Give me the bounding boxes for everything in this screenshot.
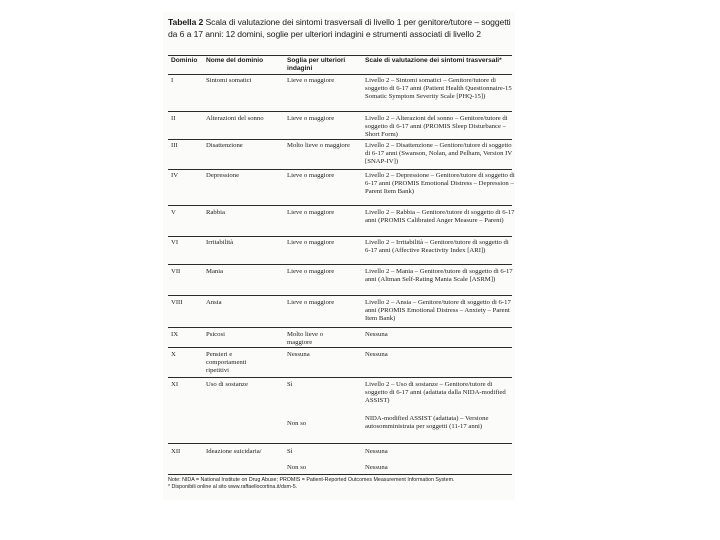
domain-name: Depressione [206, 172, 240, 179]
level2-scale: Livello 2 – Uso di sostanze – Genitore/tutore di soggetto di 6-17 anni (adattata dalla NIDA-modified ASSIST) [365, 381, 506, 405]
row-rule [168, 169, 512, 170]
row-rule [168, 236, 512, 237]
threshold: Lieve o maggiore [287, 239, 335, 246]
row-rule [168, 111, 512, 112]
header-dominio: Dominio [171, 57, 198, 64]
table-title: Scala di valutazione dei sintomi trasversali di livello 1 per genitore/tutore – soggetti da 6 a 17 anni: 12 domini, soglie per ulteriori indagini e strumenti associati di livello 2 [168, 17, 511, 39]
table-label: Tabella 2 [168, 17, 204, 27]
threshold: Nessuna [287, 351, 310, 358]
row-rule [168, 377, 512, 378]
row-rule [168, 347, 512, 348]
threshold: Non so [287, 420, 307, 427]
domain-name: Psicosi [206, 331, 225, 338]
threshold: Lieve o maggiore [287, 268, 335, 275]
row-number: XII [171, 448, 181, 455]
table-note [168, 477, 514, 491]
row-number: II [171, 115, 176, 122]
row-number: VIII [171, 299, 183, 306]
row-rule [168, 205, 512, 206]
domain-name: Uso di sostanze [206, 381, 248, 388]
row-number: VII [171, 268, 181, 275]
row-number: I [171, 77, 174, 84]
threshold: Lieve o maggiore [287, 115, 335, 122]
table-caption [168, 17, 516, 40]
level2-scale: Nessuna [365, 331, 388, 338]
level2-scale: Nessuna [365, 464, 388, 471]
threshold: Non so [287, 464, 307, 471]
level2-scale: Nessuna [365, 448, 388, 455]
row-number: VI [171, 239, 179, 246]
row-rule [168, 264, 512, 265]
domain-name: Irritabilità [206, 239, 234, 246]
threshold: Lieve o maggiore [287, 172, 335, 179]
header-nome: Nome del dominio [206, 57, 264, 64]
row-rule [168, 295, 512, 296]
domain-name: Pensieri e comportamenti ripetitivi [206, 351, 247, 375]
threshold: Lieve o maggiore [287, 77, 335, 84]
threshold: Lieve o maggiore [287, 209, 335, 216]
row-number: IV [171, 172, 179, 179]
row-number: X [171, 351, 176, 358]
domain-name: Ideazione suicidaria/ [206, 448, 262, 455]
level2-scale: NIDA-modified ASSIST (adattata) – Versione autosomministrata per soggetti (11-17 anni) [365, 415, 489, 431]
level2-scale: Nessuna [365, 351, 388, 358]
threshold: Molto lieve o maggiore [287, 331, 324, 347]
row-rule [168, 139, 512, 140]
header-top-rule [168, 55, 512, 56]
header-scale: Scale di valutazione dei sintomi trasversali* [365, 57, 502, 64]
row-number: XI [171, 381, 179, 388]
level2-scale: Livello 2 – Sintomi somatici – Genitore/tutore di soggetto di 6-17 anni (Patient Health Questionnaire-15 Somatic Symptom Severity Scale [PHQ-15]) [365, 77, 512, 101]
level2-scale: Livello 2 – Disattenzione – Genitore/tutore di soggetto di 6-17 anni (Swanson, Nolan, and Pelham, Version IV [SNAP-IV]) [365, 142, 513, 166]
row-rule [168, 327, 512, 328]
row-number: III [171, 142, 178, 149]
level2-scale: Livello 2 – Rabbia – Genitore/tutore di soggetto di 6-17 anni (PROMIS Calibrated Anger Measure – Parent) [365, 209, 515, 225]
level2-scale: Livello 2 – Alterazioni del sonno – Genitore/tutore di soggetto di 6-17 anni (PROMIS Sleep Disturbance – Short Form) [365, 115, 508, 139]
row-number: IX [171, 331, 179, 338]
threshold: Sì [287, 381, 293, 388]
domain-name: Mania [206, 268, 224, 275]
level2-scale: Livello 2 – Irritabilità – Genitore/tutore di soggetto di 6-17 anni (Affective Reactivity Index [ARI]) [365, 239, 509, 255]
threshold: Molto lieve o maggiore [287, 142, 350, 149]
level2-scale: Livello 2 – Ansia – Genitore/tutore di soggetto di 6-17 anni (PROMIS Emotional Distress – Anxiety – Parent Item Bank) [365, 299, 511, 323]
domain-name: Sintomi somatici [206, 77, 252, 84]
domain-name: Rabbia [206, 209, 225, 216]
row-rule [168, 443, 512, 444]
level2-scale: Livello 2 – Mania – Genitore/tutore di soggetto di 6-17 anni (Altman Self-Rating Mania Scale [ASRM]) [365, 268, 513, 284]
domain-name: Disattenzione [206, 142, 243, 149]
threshold: Lieve o maggiore [287, 299, 335, 306]
header-bottom-rule [168, 74, 512, 75]
table-bottom-rule [168, 474, 512, 475]
level2-scale: Livello 2 – Depressione – Genitore/tutore di soggetto di 6-17 anni (PROMIS Emotional Distress – Depression – Parent Item Bank) [365, 172, 515, 196]
header-soglia: Soglia per ulteriori indagini [287, 57, 346, 72]
threshold: Sì [287, 448, 293, 455]
domain-name: Alterazioni del sonno [206, 115, 264, 122]
domain-name: Ansia [206, 299, 222, 306]
note-availability: * Disponibili online al sito www.raffaellocortina.it/dsm-5. [168, 484, 298, 490]
row-number: V [171, 209, 176, 216]
note-abbreviations: Note: NIDA = National Institute on Drug Abuse; PROMIS = Patient-Reported Outcomes Measurement Information System. [168, 477, 455, 483]
